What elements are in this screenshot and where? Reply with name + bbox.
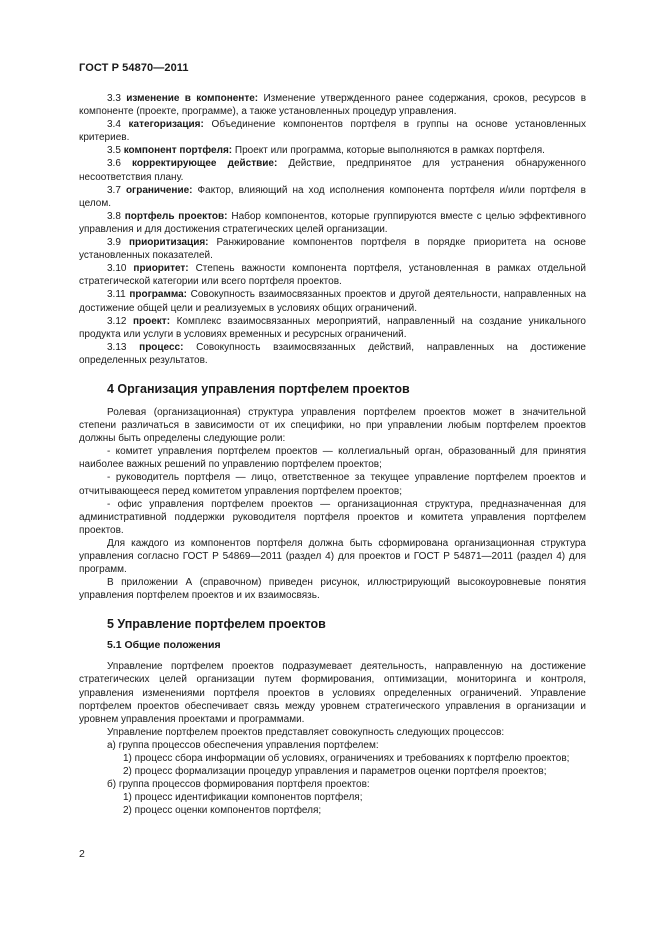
definition-item	[79, 288, 586, 314]
definition-term: приоритизация:	[128, 237, 209, 249]
definition-item	[79, 210, 586, 236]
process-item: 2) процесс оценки компонентов портфеля;	[123, 805, 322, 817]
section-5-heading: 5 Управление портфелем проектов	[107, 617, 326, 632]
section-4-heading: 4 Организация управления портфелем проектов	[107, 381, 410, 396]
process-group-b: б) группа процессов формирования портфеля проектов:	[107, 779, 370, 791]
process-group-a: а) группа процессов обеспечения управления портфелем:	[107, 739, 379, 751]
definition-term: изменение в компоненте:	[126, 93, 259, 104]
document-header: ГОСТ Р 54870—2011	[79, 62, 189, 74]
definition-item	[79, 262, 586, 288]
section-4-paragraph: Для каждого из компонентов портфеля должна быть сформирована организационная структура управления согласно ГОСТ Р 54869—2011 (раздел 4) для проектов и ГОСТ Р 54871—2011 (раздел 4) для программ.	[79, 537, 586, 576]
definition-number: 3.10	[107, 263, 127, 275]
definition-term: портфель проектов:	[124, 210, 228, 222]
definitions-list	[79, 92, 586, 367]
subsection-5-1-heading: 5.1 Общие положения	[107, 639, 221, 652]
definition-number: 3.6	[107, 158, 121, 170]
definition-number: 3.7	[107, 184, 121, 196]
definition-number: 3.9	[107, 237, 121, 249]
definition-number: 3.3	[107, 93, 121, 104]
definition-text: Проект или программа, которые выполняются в рамках портфеля.	[234, 145, 545, 157]
definition-number: 3.4	[107, 119, 121, 131]
definition-text: Ранжирование компонентов портфеля в порядке приоритета на основе установленных показателей.	[79, 237, 586, 262]
definition-number: 3.12	[107, 315, 127, 327]
definition-item	[79, 315, 586, 341]
definition-text: Фактор, влияющий на ход исполнения компонента портфеля и/или портфеля в целом.	[79, 184, 586, 209]
definition-number: 3.5	[107, 145, 121, 157]
definition-text: Совокупность взаимосвязанных проектов и другой деятельности, направленных на достижение общей цели и реализуемых в условиях общих ограничений.	[79, 289, 587, 314]
definition-term: проект:	[132, 315, 171, 327]
process-item: 1) процесс сбора информации об условиях, ограничениях и требованиях к портфелю проектов;	[123, 753, 570, 765]
definition-item	[79, 341, 586, 367]
definition-text: Комплекс взаимосвязанных мероприятий, направленный на создание уникального продукта или услуги в условиях временных и ресурсных ограничений.	[79, 315, 586, 340]
definition-text: Объединение компонентов портфеля в группы на основе установленных критериев.	[79, 119, 586, 144]
definition-item	[79, 144, 586, 157]
definition-term: процесс:	[139, 341, 184, 353]
definition-item	[79, 157, 586, 183]
page-number: 2	[79, 848, 85, 860]
section-5-paragraph: Управление портфелем проектов представляет совокупность следующих процессов:	[107, 726, 505, 738]
section-5-paragraph: Управление портфелем проектов подразумевает деятельность, направленную на достижение стратегических целей организации путем формирования, оптимизации, мониторинга и контроля, управления изменениями портфеля проектов в условиях определенных ограничений. Управление портфелем проектов обеспечивает связь между уровнем стратегического управления в организации и уровнем управления проектами и программами.	[79, 661, 586, 725]
role-item: - руководитель портфеля — лицо, ответственное за текущее управление портфелем проектов и отчитывающееся перед комитетом управления портфелем проектов;	[79, 472, 586, 497]
page-content	[79, 92, 586, 818]
definition-number: 3.8	[107, 210, 121, 222]
definition-term: ограничение:	[125, 184, 193, 196]
definition-term: категоризация:	[128, 119, 204, 131]
section-4-intro: Ролевая (организационная) структура управления портфелем проектов может в значительной степени различаться в зависимости от их специфики, но при управлении любым портфелем проектов должны быть определены следующие роли:	[79, 406, 586, 445]
definition-item	[79, 236, 586, 262]
section-4-paragraph: В приложении А (справочном) приведен рисунок, иллюстрирующий высокоуровневые понятия управления портфелем проектов и их взаимосвязь.	[79, 577, 586, 602]
role-item: - комитет управления портфелем проектов — коллегиальный орган, образованный для принятия наиболее важных решений по управлению портфелем проектов;	[79, 446, 586, 471]
definition-term: приоритет:	[133, 263, 189, 275]
definition-text: Изменение утвержденного ранее содержания, сроков, ресурсов в компоненте (проекте, программе), а также установленных процедур управления.	[79, 93, 587, 118]
process-item: 1) процесс идентификации компонентов портфеля;	[123, 792, 363, 804]
definition-text: Совокупность взаимосвязанных действий, направленных на достижение определенных результатов.	[79, 341, 586, 366]
definition-item	[79, 92, 586, 118]
definition-item	[79, 184, 586, 210]
definition-term: программа:	[129, 289, 188, 301]
definition-term: компонент портфеля:	[123, 145, 233, 157]
definition-text: Степень важности компонента портфеля, установленная в рамках отдельной стратегической категории или всего портфеля проектов.	[79, 263, 586, 288]
definition-item	[79, 118, 586, 144]
definition-number: 3.11	[107, 289, 126, 301]
process-item: 2) процесс формализации процедур управления и параметров оценки портфеля проектов;	[123, 766, 547, 778]
definition-number: 3.13	[107, 341, 127, 353]
definition-text: Набор компонентов, которые группируются вместе с целью эффективного управления и для достижения стратегических целей организации.	[79, 210, 587, 235]
definition-term: корректирующее действие:	[132, 158, 278, 170]
role-item: - офис управления портфелем проектов — организационная структура, предназначенная для административной поддержки руководителя портфеля проектов и комитета управления портфелем проектов.	[79, 498, 586, 536]
definition-text: Действие, предпринятое для устранения обнаруженного несоответствия плану.	[79, 158, 586, 183]
